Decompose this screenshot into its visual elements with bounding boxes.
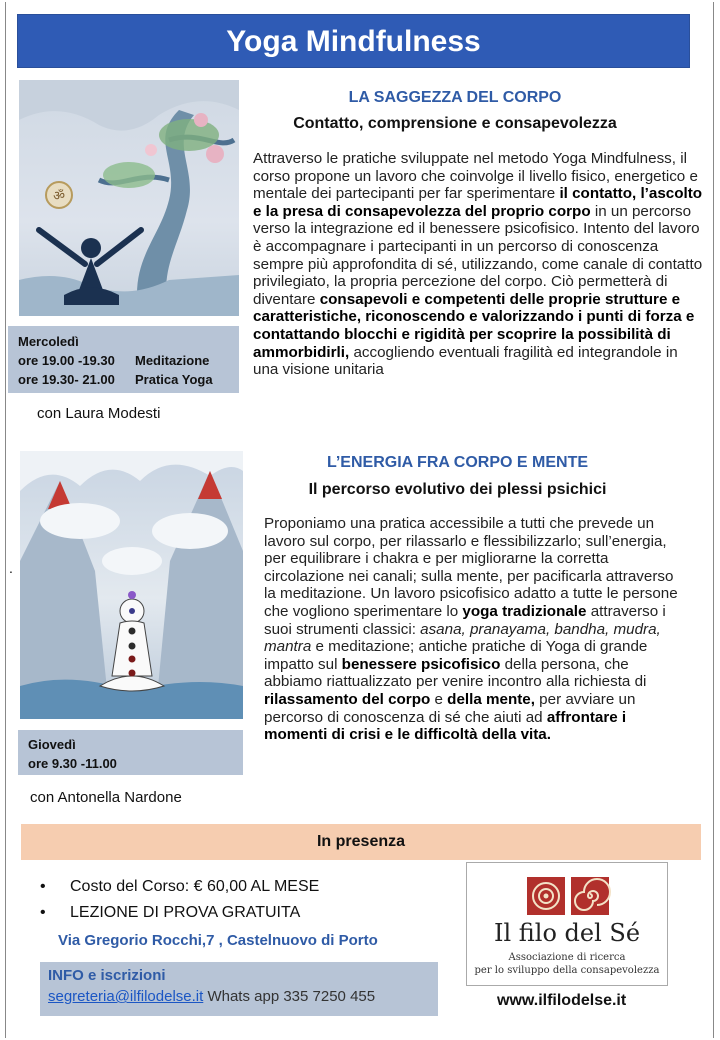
schedule-day: Giovedì [28, 737, 76, 752]
list-item-text: LEZIONE DI PROVA GRATUITA [70, 904, 301, 921]
teacher-name: con Laura Modesti [37, 405, 161, 422]
bullet-icon: • [40, 904, 46, 921]
emphasis-text: rilassamento del corpo [264, 690, 431, 708]
section-subheading: Il percorso evolutivo dei plessi psichici [308, 481, 607, 498]
schedule-activity: Pratica Yoga [135, 372, 213, 387]
website-link[interactable]: www.ilfilodelse.it [497, 992, 627, 1009]
schedule-time: ore 9.30 -11.00 [28, 756, 117, 771]
logo-tagline-line: per lo sviluppo della consapevolezza [474, 965, 660, 976]
emphasis-text: della mente, [447, 690, 535, 708]
section-paragraph [253, 150, 705, 379]
yoga-tree-painting [19, 80, 239, 316]
bullet-icon: • [40, 878, 46, 895]
body-text: per avviare un percorso di conoscenza di sé che aiuti ad [264, 690, 636, 726]
list-item [40, 900, 319, 926]
schedule-row [18, 351, 229, 370]
body-text: e [430, 690, 448, 708]
contact-line [48, 988, 430, 1005]
teacher-name: con Antonella Nardone [30, 789, 182, 806]
emphasis-text: affrontare i momenti di crisi e le difficoltà della vita. [264, 708, 627, 744]
logo-tagline-line: Associazione di ricerca [508, 952, 626, 963]
svg-text:ॐ: ॐ [53, 189, 65, 204]
list-item [40, 874, 319, 900]
schedule-activity: Meditazione [135, 353, 210, 368]
section-heading: LA SAGGEZZA DEL CORPO [348, 89, 562, 106]
section-paragraph [264, 515, 686, 744]
section-subheading: Contatto, comprensione e consapevolezza [293, 115, 617, 132]
stray-dot: . [9, 560, 13, 576]
chakra-painting [20, 451, 243, 719]
logo-name: Il filo del Sé [493, 919, 641, 947]
schedule-box-wednesday [8, 326, 239, 393]
schedule-row [28, 754, 233, 773]
spiral-logo-icon [525, 873, 611, 919]
body-text: Attraverso le pratiche sviluppate nel metodo Yoga Mindfulness, il corso propone un lavoro che coinvolge il livello fisico, energetico e mentale dei partecipanti per far sperimentare [253, 150, 698, 203]
emphasis-text: yoga tradizionale [462, 602, 587, 620]
page-title: Yoga Mindfulness [17, 14, 690, 68]
presenza-banner: In presenza [21, 824, 701, 860]
emphasis-text: il contatto, l’ascolto e la presa di consapevolezza del proprio corpo [253, 185, 703, 220]
schedule-day: Mercoledì [18, 334, 79, 349]
italic-text: asana, pranayama, bandha, mudra, mantra [264, 620, 661, 656]
body-text: Proponiamo una pratica accessibile a tutti che prevede un lavoro sul corpo, per rilassarlo e flessibilizzarlo; sull’energia, per equilibrare i chakra e per migliorarne la corretta circolazione nei canali; sulla mente, per pacificarla attraverso la meditazione. Un lavoro psicofisico adatto a tutte le persone che vogliono sperimentare lo [264, 515, 678, 620]
schedule-time: ore 19.00 -19.30 [18, 353, 115, 368]
schedule-box-thursday [18, 730, 243, 775]
logo-tagline [467, 951, 667, 977]
email-link[interactable]: segreteria@ilfilodelse.it [48, 988, 204, 1005]
emphasis-text: benessere psicofisico [341, 655, 501, 673]
info-title: INFO e iscrizioni [48, 967, 166, 984]
body-text: accogliendo eventuali fragilità ed integrandole in una visione unitaria [253, 343, 678, 379]
course-details-list [40, 874, 319, 926]
logo [466, 862, 668, 986]
body-text: attraverso i suoi strumenti classici: [264, 602, 666, 638]
list-item-text: Costo del Corso: € 60,00 AL MESE [70, 878, 320, 895]
emphasis-text: consapevoli e competenti delle proprie strutture e caratteristiche, riconoscendo e valorizzando i punti di forza e contattando blocchi e rigidità per scoprire la possibilità di ammorbidirli, [253, 290, 695, 361]
body-text: in un percorso verso la integrazione ed il benessere psicofisico. Intento del lavoro è accompagnare i partecipanti in un percorso di conoscenza sempre più approfondita di sé, utilizzando, come canale di contatto privilegiato, la propria percezione del corpo. Ciò permetterà di diventare [253, 202, 703, 308]
phone-number: Whats app 335 7250 455 [203, 988, 376, 1005]
body-text: e meditazione; antiche pratiche di Yoga di grande impatto sul [264, 638, 648, 673]
address: Via Gregorio Rocchi,7 , Castelnuovo di Porto [58, 932, 378, 949]
section-heading: L’ENERGIA FRA CORPO E MENTE [326, 454, 589, 471]
body-text: della persona, che abbiamo riattualizzato per venire incontro alla richiesta di [264, 655, 647, 691]
schedule-row [18, 370, 229, 389]
schedule-time: ore 19.30- 21.00 [18, 372, 115, 387]
info-box [40, 962, 438, 1016]
